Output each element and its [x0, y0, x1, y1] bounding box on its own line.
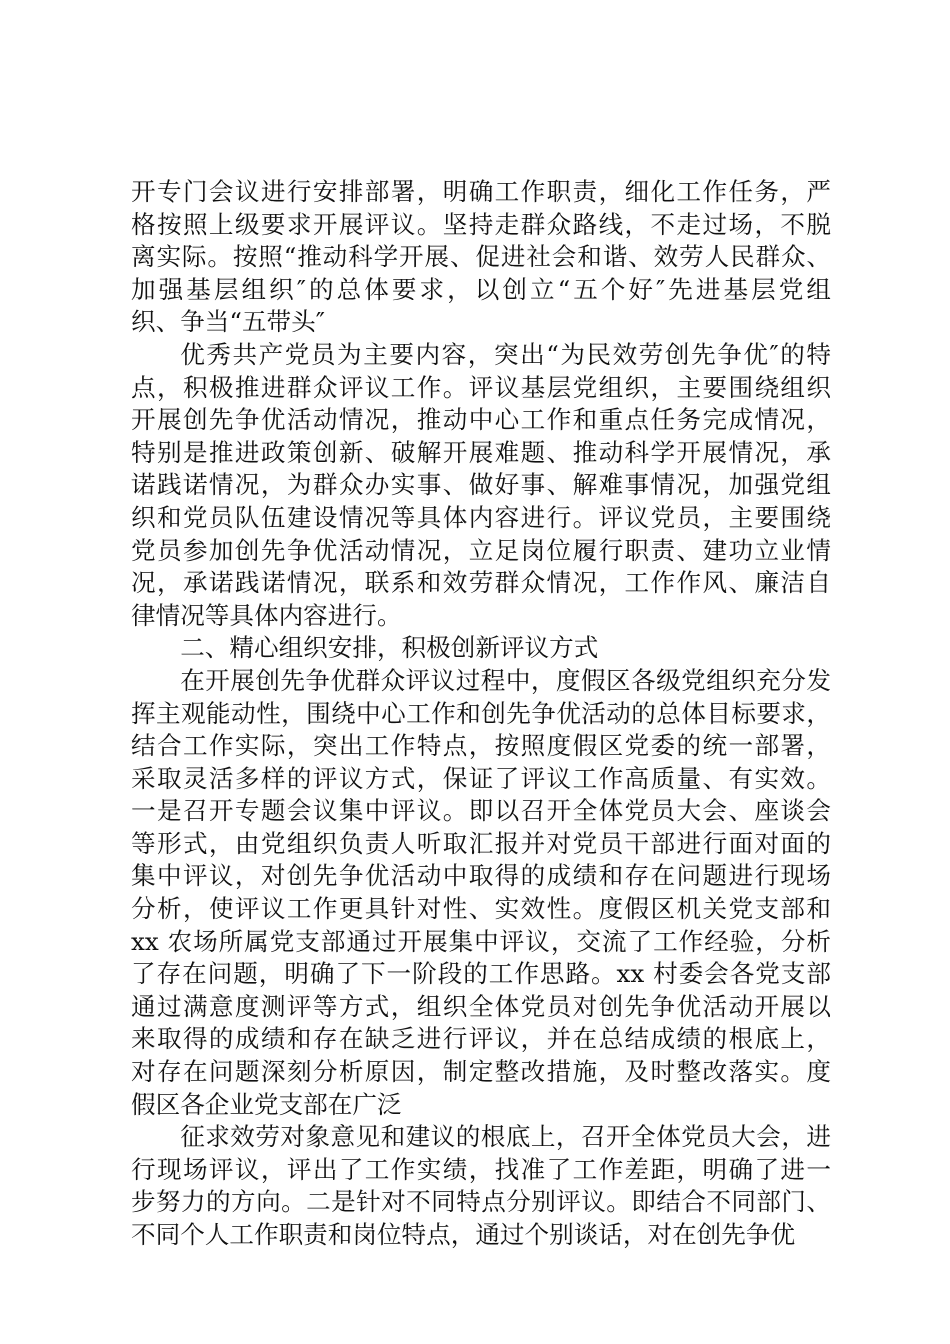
text-line: 加强基层组织″的总体要求，以创立“五个好″先进基层党组: [131, 274, 831, 304]
text-line: 了存在问题，明确了下一阶段的工作思路。xx 村委会各党支部: [131, 959, 831, 989]
text-line: 征求效劳对象意见和建议的根底上，召开全体党员大会，进: [180, 1122, 831, 1152]
text-line: 通过满意度测评等方式，组织全体党员对创先争优活动开展以: [131, 991, 831, 1021]
text-line: 特别是推进政策创新、破解开展难题、推动科学开展情况，承: [131, 437, 831, 467]
text-line: 等形式，由党组织负责人听取汇报并对党员干部进行面对面的: [131, 828, 831, 858]
text-line: 结合工作实际，突出工作特点，按照度假区党委的统一部署，: [131, 731, 831, 761]
paragraph: [131, 339, 831, 632]
text-line: 来取得的成绩和存在缺乏进行评议，并在总结成绩的根底上，: [131, 1024, 831, 1054]
text-line: xx 农场所属党支部通过开展集中评议，交流了工作经验，分析: [131, 926, 831, 956]
paragraph: [131, 1121, 831, 1251]
text-line: 二、精心组织安排，积极创新评议方式: [180, 633, 599, 663]
text-line: 开展创先争优活动情况，推动中心工作和重点任务完成情况，: [131, 405, 831, 435]
paragraph: [131, 665, 831, 1121]
text-line: 步努力的方向。二是针对不同特点分别评议。即结合不同部门、: [131, 1187, 831, 1217]
text-line: 织、争当“五带头″: [131, 307, 325, 337]
text-line: 假区各企业党支部在广泛: [131, 1089, 402, 1119]
text-line: 挥主观能动性，围绕中心工作和创先争优活动的总体目标要求，: [131, 698, 831, 728]
text-line: 优秀共产党员为主要内容，突出“为民效劳创先争优″的特: [180, 339, 831, 369]
text-line: 在开展创先争优群众评议过程中，度假区各级党组织充分发: [180, 665, 831, 695]
document-page: [131, 176, 831, 1252]
text-line: 开专门会议进行安排部署，明确工作职责，细化工作任务，严: [131, 177, 831, 206]
text-line: 对存在问题深刻分析原因，制定整改措施，及时整改落实。度: [131, 1057, 831, 1087]
text-line: 一是召开专题会议集中评议。即以召开全体党员大会、座谈会: [131, 796, 831, 826]
text-line: 党员参加创先争优活动情况，立足岗位履行职责、建功立业情: [131, 535, 831, 565]
paragraph: [131, 176, 831, 339]
text-line: 集中评议，对创先争优活动中取得的成绩和存在问题进行现场: [131, 861, 831, 891]
text-line: 诺践诺情况，为群众办实事、做好事、解难事情况，加强党组: [131, 470, 831, 500]
text-line: 不同个人工作职责和岗位特点，通过个别谈话，对在创先争优: [131, 1220, 796, 1249]
text-line: 织和党员队伍建设情况等具体内容进行。评议党员，主要围绕: [131, 502, 831, 532]
text-line: 况，承诺践诺情况，联系和效劳群众情况，工作作风、廉洁自: [131, 568, 831, 598]
text-line: 分析，使评议工作更具针对性、实效性。度假区机关党支部和: [131, 894, 831, 924]
paragraph: [131, 632, 831, 665]
text-line: 格按照上级要求开展评议。坚持走群众路线，不走过场，不脱: [131, 209, 831, 239]
text-line: 点，积极推进群众评议工作。评议基层党组织，主要围绕组织: [131, 372, 831, 402]
text-line: 离实际。按照“推动科学开展、促进社会和谐、效劳人民群众、: [131, 242, 831, 272]
text-line: 行现场评议，评出了工作实绩，找准了工作差距，明确了进一: [131, 1154, 831, 1184]
text-line: 律情况等具体内容进行。: [131, 600, 402, 630]
text-line: 采取灵活多样的评议方式，保证了评议工作高质量、有实效。: [131, 763, 831, 793]
